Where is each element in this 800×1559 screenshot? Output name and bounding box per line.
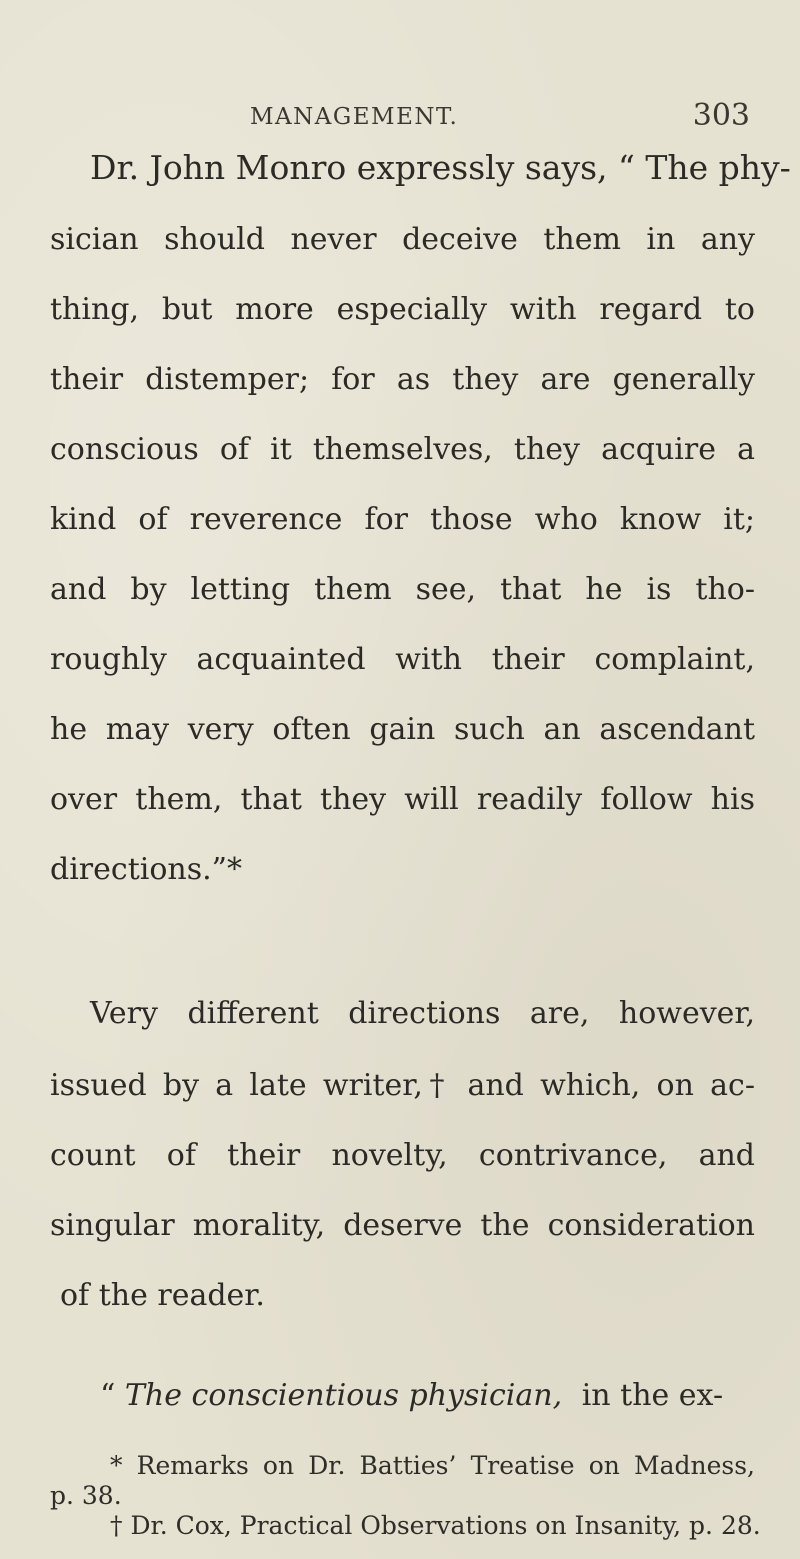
- page-number: 303: [692, 98, 750, 133]
- running-head: MANAGEMENT.: [250, 104, 459, 130]
- text-line: [90, 996, 755, 1032]
- text-line-content: roughly acquainted with their complaint,: [50, 642, 755, 677]
- text-line-content: singular morality, deserve the consideration: [50, 1208, 755, 1243]
- text-line-content: and by letting them see, that he is tho-: [50, 572, 755, 607]
- footnote-text: * Remarks on Dr. Batties’ Treatise on Madness,: [110, 1451, 755, 1480]
- text-line: [50, 1068, 755, 1104]
- footnote-text: † Dr. Cox, Practical Observations on Insanity, p. 28.: [110, 1511, 761, 1540]
- page-header: [250, 98, 750, 144]
- text-line: [50, 572, 755, 608]
- text-line-content: in the ex-: [581, 1378, 724, 1413]
- text-line-content: thing, but more especially with regard to: [50, 292, 755, 327]
- text-line-content: of the reader.: [60, 1278, 265, 1313]
- footnote-text: p. 38.: [50, 1481, 122, 1510]
- text-line-content: their distemper; for as they are generally: [50, 362, 755, 397]
- text-line: [60, 1278, 265, 1314]
- text-line: [50, 1208, 755, 1244]
- text-line: [50, 502, 755, 538]
- text-line: [50, 292, 755, 328]
- text-line: [50, 362, 755, 398]
- text-line: [50, 1138, 755, 1174]
- text-line: [50, 642, 755, 678]
- open-quote: “: [100, 1378, 116, 1413]
- text-line-content: sician should never deceive them in any: [50, 222, 755, 257]
- text-line-content: directions.”*: [50, 852, 242, 887]
- text-line: [50, 432, 755, 468]
- text-line-content: issued by a late writer,† and which, on ac-: [50, 1068, 755, 1103]
- text-line-content: he may very often gain such an ascendant: [50, 712, 755, 747]
- footnote-1-continued: [50, 1481, 122, 1511]
- text-line-content: Dr. John Monro expressly says, “ The phy-: [90, 148, 791, 187]
- text-line: [90, 148, 791, 187]
- text-line-content: kind of reverence for those who know it;: [50, 502, 755, 537]
- text-line: [50, 782, 755, 818]
- text-line: [50, 712, 755, 748]
- text-line: [50, 222, 755, 258]
- text-line: [50, 852, 242, 888]
- text-line-content: conscious of it themselves, they acquire a: [50, 432, 755, 467]
- paragraph-3: [100, 1378, 755, 1414]
- footnote-2: [110, 1511, 761, 1541]
- text-line-content: count of their novelty, contrivance, and: [50, 1138, 755, 1173]
- text-line-content: over them, that they will readily follow his: [50, 782, 755, 817]
- footnote-1: [110, 1451, 755, 1481]
- text-line-content: Very different directions are, however,: [90, 996, 755, 1031]
- italic-phrase: The conscientious physician,: [124, 1378, 563, 1413]
